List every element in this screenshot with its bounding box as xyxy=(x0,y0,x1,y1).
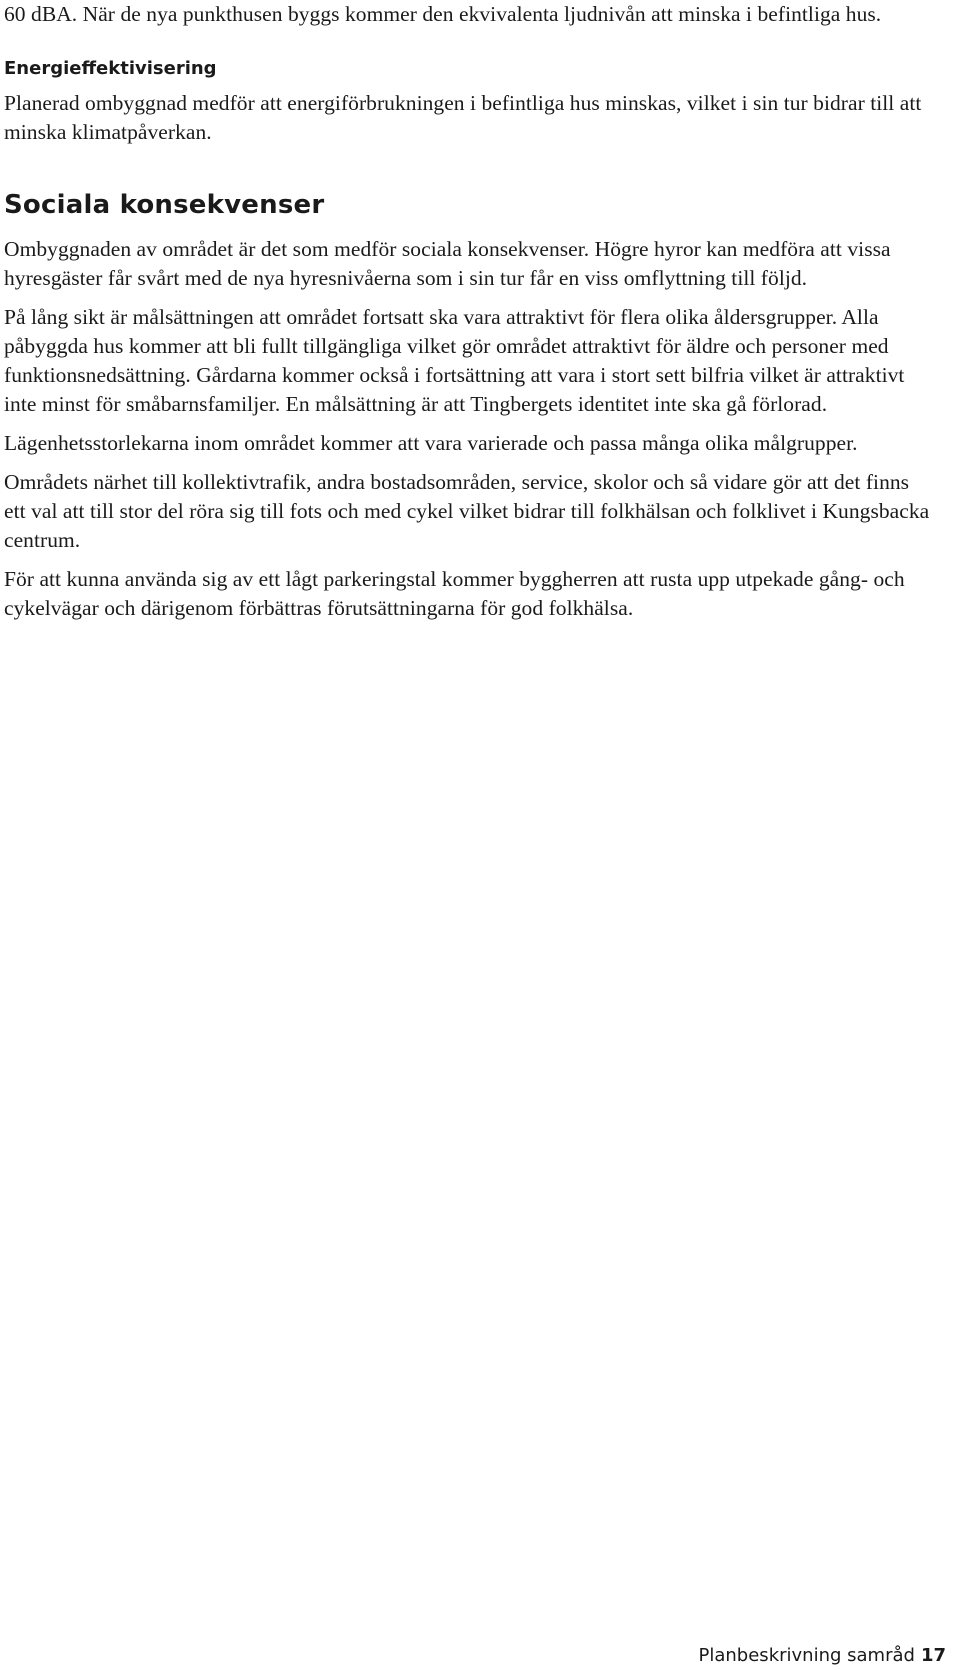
social-paragraph-2: På lång sikt är målsättningen att området fortsatt ska vara attraktivt för flera olika åldersgrupper. Alla påbyggda hus kommer att bli fullt tillgängliga vilket gör området attraktivt för äldre och personer med funktionsnedsättning. Gårdarna kommer också i fortsättning att vara i stort sett bilfria vilket är attraktivt inte minst för småbarnsfamiljer. En målsättning är att Tingbergets identitet inte ska gå förlorad. xyxy=(4,305,905,416)
intro-paragraph: 60 dBA. När de nya punkthusen byggs kommer den ekvivalenta ljudnivån att minska i befintliga hus. xyxy=(4,2,882,26)
social-paragraph-5: För att kunna använda sig av ett lågt parkeringstal kommer byggherren att rusta upp utpekade gång- och cykelvägar och därigenom förbättras förutsättningarna för god folkhälsa. xyxy=(4,567,905,620)
social-paragraph-3: Lägenhetsstorlekarna inom området kommer att vara varierade och passa många olika målgrupper. xyxy=(4,431,858,455)
energy-subheading: Energieffektivisering xyxy=(4,58,217,79)
page-number: 17 xyxy=(920,1645,946,1666)
social-paragraph-1: Ombyggnaden av området är det som medför sociala konsekvenser. Högre hyror kan medföra att vissa hyresgäster får svårt med de nya hyresnivåerna som i sin tur får en viss omflyttning till följd. xyxy=(4,237,891,290)
energy-paragraph: Planerad ombyggnad medför att energiförbrukningen i befintliga hus minskas, vilket i sin tur bidrar till att minska klimatpåverkan. xyxy=(4,91,922,144)
document-page xyxy=(4,0,934,623)
social-heading: Sociala konsekvenser xyxy=(4,190,325,220)
page-footer xyxy=(699,1645,946,1667)
footer-document-title: Planbeskrivning samråd xyxy=(698,1645,915,1666)
social-paragraph-4: Områdets närhet till kollektivtrafik, andra bostadsområden, service, skolor och så vidare gör att det finns ett val att till stor del röra sig till fots och med cykel vilket bidrar till folkhälsan och folklivet i Kungsbacka centrum. xyxy=(4,470,930,552)
